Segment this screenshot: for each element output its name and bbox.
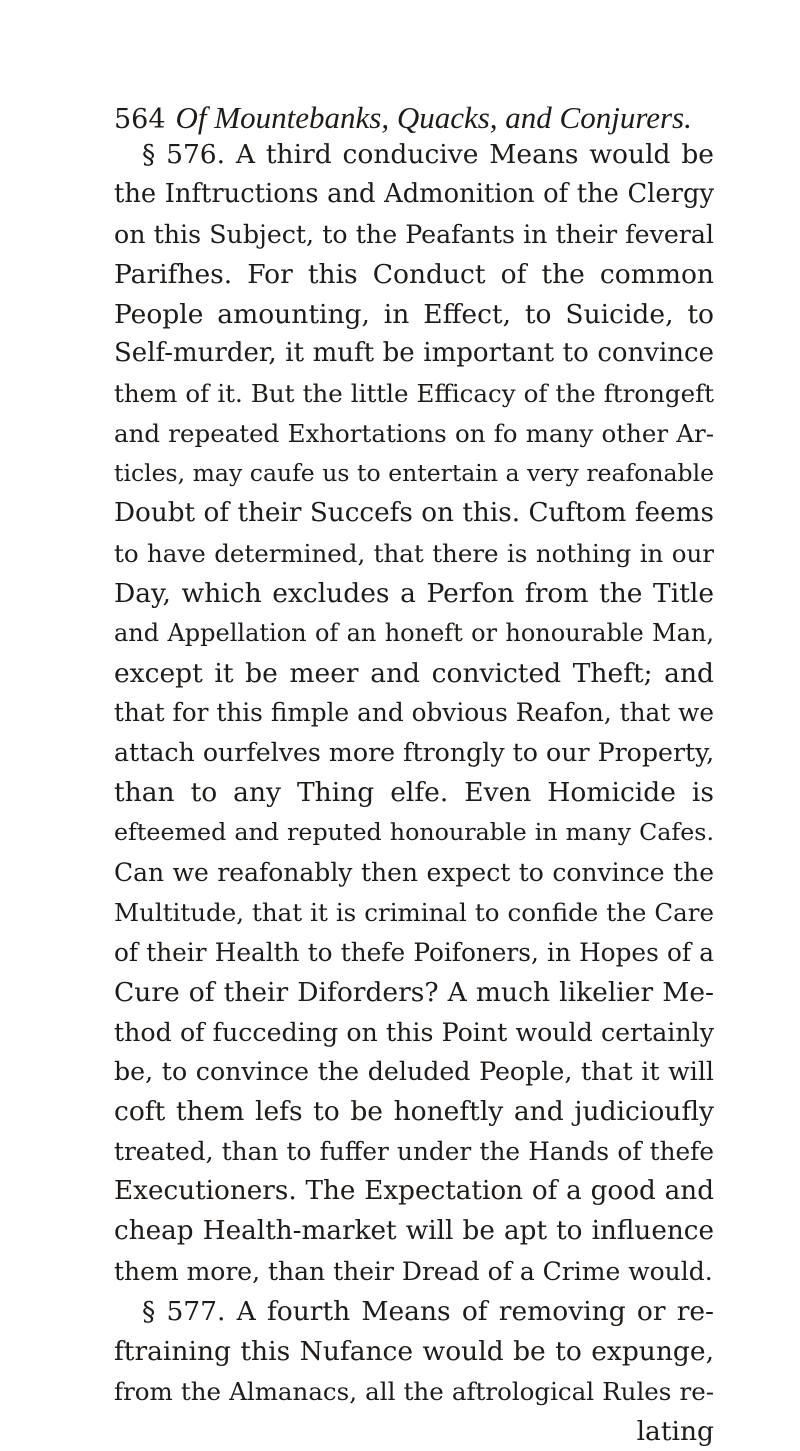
text-line: efteemed and reputed honourable in many Cafes. — [114, 813, 714, 853]
text-line: to have determined, that there is nothing in our — [114, 534, 714, 574]
text-line: attach ourfelves more ftrongly to our Property, — [114, 733, 714, 773]
text-line: them of it. But the little Efficacy of the ftrongeft — [114, 374, 714, 414]
text-line: cheap Health-market will be apt to influence — [114, 1212, 714, 1252]
text-line: from the Almanacs, all the aftrological Rules re- — [114, 1372, 714, 1412]
text-line: Multitude, that it is criminal to confide the Care — [114, 893, 714, 933]
text-line: ftraining this Nufance would be to expunge, — [114, 1332, 714, 1372]
text-line: that for this fimple and obvious Reafon, that we — [114, 693, 714, 733]
paragraph-576-last-line: them more, than their Dread of a Crime would. — [114, 1252, 714, 1292]
catchword: lating — [114, 1412, 714, 1451]
running-head — [114, 96, 714, 140]
text-line: Can we reafonably then expect to convince the — [114, 853, 714, 893]
text-line: ticles, may caufe us to entertain a very reafonable — [114, 454, 714, 494]
text-line: and Appellation of an honeft or honourable Man, — [114, 614, 714, 654]
text-line: Cure of their Diforders? A much likelier Me- — [114, 973, 714, 1013]
text-line: on this Subject, to the Peafants in their feveral — [114, 215, 714, 255]
text-line: Doubt of their Succefs on this. Cuftom feems — [114, 494, 714, 534]
text-line: be, to convince the deluded People, that it will — [114, 1052, 714, 1092]
text-line: of their Health to thefe Poifoners, in Hopes of a — [114, 933, 714, 973]
text-line: People amounting, in Effect, to Suicide, to — [114, 295, 714, 335]
page-number: 564 — [114, 104, 166, 135]
text-line: Day, which excludes a Perfon from the Title — [114, 574, 714, 614]
body-text — [114, 135, 714, 1451]
text-line: treated, than to fuffer under the Hands of thefe — [114, 1132, 714, 1172]
text-line: Parifhes. For this Conduct of the common — [114, 255, 714, 295]
text-line: coft them lefs to be honeftly and judicioufly — [114, 1092, 714, 1132]
text-line: Self-murder, it muft be important to convince — [114, 334, 714, 374]
text-line: Executioners. The Expectation of a good and — [114, 1172, 714, 1212]
paragraph-577-first-line: § 577. A fourth Means of removing or re- — [114, 1292, 714, 1332]
text-line: thod of fucceding on this Point would certainly — [114, 1013, 714, 1053]
text-line: the Inftructions and Admonition of the Clergy — [114, 175, 714, 215]
paragraph-576-first-line: § 576. A third conducive Means would be — [114, 135, 714, 175]
text-line: than to any Thing elfe. Even Homicide is — [114, 773, 714, 813]
text-line: except it be meer and convicted Theft; and — [114, 654, 714, 694]
running-title: Of Mountebanks, Quacks, and Conjurers. — [176, 100, 692, 135]
text-line: and repeated Exhortations on fo many other Ar- — [114, 414, 714, 454]
